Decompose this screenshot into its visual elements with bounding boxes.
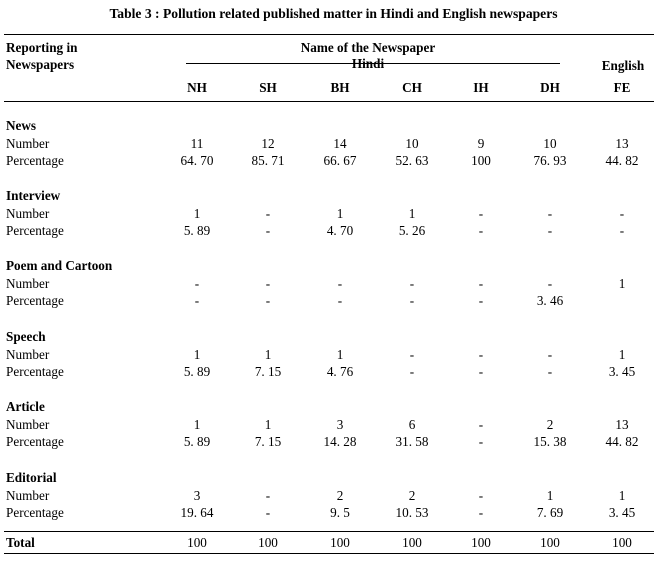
column-header-dh: DH <box>540 80 560 95</box>
section-title: Article <box>6 399 45 414</box>
table-cell: - <box>547 364 553 380</box>
table-cell: 9. 5 <box>330 505 350 521</box>
table-cell: 1 <box>618 487 626 503</box>
table-cell: - <box>265 293 271 309</box>
table-cell: 85. 71 <box>251 153 285 169</box>
table-cell: 10. 53 <box>395 505 429 521</box>
table-cell: 3. 46 <box>536 293 564 309</box>
row-label: Percentage <box>6 223 64 239</box>
table-cell: 3. 45 <box>608 364 636 380</box>
table-cell: 1 <box>193 416 201 432</box>
table-cell: 1 <box>264 346 272 362</box>
total-cell: 100 <box>612 535 632 550</box>
table-cell: 66. 67 <box>323 153 357 169</box>
table-cell: - <box>409 364 415 380</box>
table-cell: - <box>478 364 484 380</box>
table-cell: 1 <box>336 346 344 362</box>
table-cell: - <box>194 293 200 309</box>
table-cell: 12 <box>261 135 275 151</box>
table-cell: 44. 82 <box>605 153 639 169</box>
total-cell: 100 <box>258 535 278 550</box>
table-cell: - <box>547 223 553 239</box>
table-cell: - <box>409 346 415 362</box>
table-cell: - <box>478 223 484 239</box>
table-cell: - <box>409 293 415 309</box>
column-header-sh: SH <box>259 80 277 95</box>
table-cell: 15. 38 <box>533 434 567 450</box>
group-title: Name of the Newspaper <box>300 40 436 55</box>
table-cell: 3. 45 <box>608 505 636 521</box>
row-label: Number <box>6 487 50 503</box>
column-header-ch: CH <box>402 80 422 95</box>
table-cell: - <box>478 346 484 362</box>
row-label: Percentage <box>6 153 64 169</box>
table-cell: - <box>265 223 271 239</box>
table-cell: 19. 64 <box>180 505 214 521</box>
hindi-label: Hindi <box>351 56 385 71</box>
table-cell: 5. 89 <box>183 223 211 239</box>
column-header-bh: BH <box>330 80 350 95</box>
table-cell: - <box>547 205 553 221</box>
table-cell: - <box>265 505 271 521</box>
table-cell: - <box>547 275 553 291</box>
section-title: Poem and Cartoon <box>6 258 113 273</box>
section-title: Speech <box>6 329 46 344</box>
group-rule <box>186 63 560 64</box>
row-label: Number <box>6 416 50 432</box>
english-label: English <box>601 58 645 73</box>
table-cell: 1 <box>193 346 201 362</box>
table-cell: 1 <box>336 205 344 221</box>
table-cell: - <box>619 223 625 239</box>
table-cell: 1 <box>546 487 554 503</box>
section-title: Interview <box>6 188 61 203</box>
total-top-rule <box>4 531 654 532</box>
table-cell: 3 <box>336 416 344 432</box>
table-cell: 9 <box>477 135 485 151</box>
table-cell: 7. 15 <box>254 364 282 380</box>
row-label: Percentage <box>6 293 64 309</box>
section-title: Editorial <box>6 470 57 485</box>
table-cell: - <box>478 275 484 291</box>
table-cell: 4. 70 <box>326 223 354 239</box>
table-cell: 5. 89 <box>183 364 211 380</box>
table-cell: 52. 63 <box>395 153 429 169</box>
row-label: Number <box>6 346 50 362</box>
table-cell: - <box>194 275 200 291</box>
row-header-line2: Newspapers <box>6 57 75 72</box>
table-cell: - <box>265 487 271 503</box>
table-caption: Table 3 : Pollution related published matter in Hindi and English newspapers <box>109 6 558 21</box>
table-cell: - <box>478 293 484 309</box>
table-cell: 10 <box>543 135 557 151</box>
row-label: Percentage <box>6 505 64 521</box>
table-cell: 1 <box>618 346 626 362</box>
table-cell: 14. 28 <box>323 434 357 450</box>
table-cell: 76. 93 <box>533 153 567 169</box>
row-label: Percentage <box>6 434 64 450</box>
table-cell: - <box>409 275 415 291</box>
header-rule <box>4 101 654 102</box>
table-cell: - <box>478 416 484 432</box>
table-cell: 5. 26 <box>398 223 426 239</box>
table-cell: 44. 82 <box>605 434 639 450</box>
table-cell: 1 <box>408 205 416 221</box>
table-cell: - <box>478 487 484 503</box>
table-cell: 1 <box>193 205 201 221</box>
table-cell: 10 <box>405 135 419 151</box>
table-cell: - <box>337 293 343 309</box>
table-cell: 6 <box>408 416 416 432</box>
table-cell: - <box>337 275 343 291</box>
table-cell: 100 <box>471 153 491 169</box>
total-cell: 100 <box>402 535 422 550</box>
bottom-rule <box>4 553 654 554</box>
total-label: Total <box>6 535 35 550</box>
table-cell: 7. 69 <box>536 505 564 521</box>
table-cell: - <box>478 205 484 221</box>
table-cell: 13 <box>615 416 629 432</box>
table-cell: 31. 58 <box>395 434 429 450</box>
column-header-ih: IH <box>473 80 489 95</box>
total-cell: 100 <box>471 535 491 550</box>
table-cell: 14 <box>333 135 347 151</box>
table-cell: - <box>619 205 625 221</box>
table-cell: 5. 89 <box>183 434 211 450</box>
table-cell: - <box>265 275 271 291</box>
column-header-fe: FE <box>613 80 631 95</box>
total-cell: 100 <box>187 535 207 550</box>
table-cell: 4. 76 <box>326 364 354 380</box>
table-cell: 1 <box>618 275 626 291</box>
section-title: News <box>6 118 37 133</box>
row-label: Number <box>6 205 50 221</box>
table-cell: 3 <box>193 487 201 503</box>
table-cell: - <box>265 205 271 221</box>
table-cell: 7. 15 <box>254 434 282 450</box>
row-label: Number <box>6 275 50 291</box>
row-header-line1: Reporting in <box>6 40 78 55</box>
table-cell: 64. 70 <box>180 153 214 169</box>
table-cell: 2 <box>336 487 344 503</box>
table-cell: 1 <box>264 416 272 432</box>
total-cell: 100 <box>330 535 350 550</box>
row-label: Percentage <box>6 364 64 380</box>
table-cell: - <box>547 346 553 362</box>
total-cell: 100 <box>540 535 560 550</box>
table-cell: 2 <box>408 487 416 503</box>
table-cell: - <box>478 434 484 450</box>
column-header-nh: NH <box>187 80 207 95</box>
table-cell: 13 <box>615 135 629 151</box>
row-label: Number <box>6 135 50 151</box>
table-cell: - <box>478 505 484 521</box>
table-cell: 11 <box>190 135 204 151</box>
top-rule <box>4 34 654 35</box>
table-cell: 2 <box>546 416 554 432</box>
